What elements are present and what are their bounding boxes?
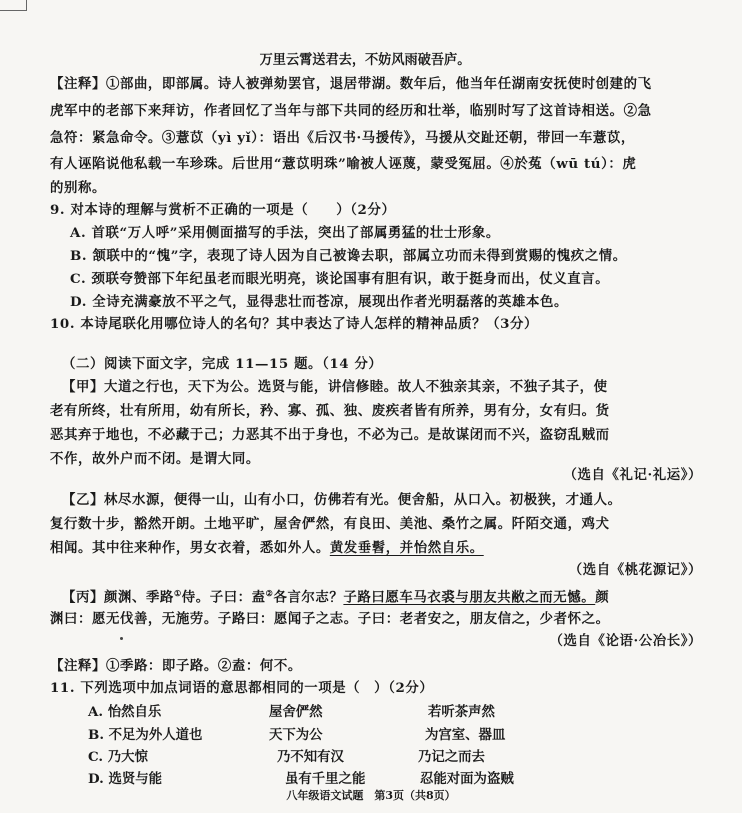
q11-b-col1: B. 不足为外人道也 xyxy=(88,727,203,743)
bing-line-1-d: 颜 xyxy=(595,589,610,606)
jia-line-2: 老有所终，壮有所用，幼有所长，矜、寡、孤、独、废疾者皆有所养，男有分，女有归。货 xyxy=(50,403,610,419)
bing-line-1-c: 各言尔志？ xyxy=(273,589,344,606)
yi-line-1: 【乙】林尽水源，便得一山，山有小口，仿佛若有光。便舍船，从口入。初极狭，才通人。 xyxy=(62,492,622,508)
q9-stem: 9. 对本诗的理解与赏析不正确的一项是（ ）（2分） xyxy=(50,202,396,218)
bing-line-1-b: 侍。子曰：盍 xyxy=(181,589,266,606)
q11-c-col2: 乃不知有汉 xyxy=(277,749,344,765)
bing-line-1-a: 【丙】颜渊、季路 xyxy=(62,589,174,606)
q11-a-col2: 屋舍俨然 xyxy=(269,704,323,720)
q10-stem: 10. 本诗尾联化用哪位诗人的名句？其中表达了诗人怎样的精神品质？（3分） xyxy=(50,316,538,332)
jia-source: （选自《礼记·礼运》） xyxy=(563,467,702,483)
bing-note-mark-2: ② xyxy=(265,588,274,598)
yi-source: （选自《桃花源记》） xyxy=(568,562,702,578)
note1-line-3: 急符：紧急命令。③薏苡（yì yǐ）：语出《后汉书·马援传》，马援从交趾还朝，带回一车薏苡， xyxy=(50,130,635,146)
poem-last-line: 万里云霄送君去，不妨风雨破吾庐。 xyxy=(259,52,471,68)
q11-d-col2: 虽有千里之能 xyxy=(285,771,366,787)
yi-line-3-text: 相闻。其中往来种作，男女衣着，悉如外人。 xyxy=(50,540,330,556)
jia-line-1: 【甲】大道之行也，天下为公。选贤与能，讲信修睦。故人不独亲其亲，不独子其子，使 xyxy=(62,379,608,395)
corner-mark xyxy=(0,0,27,11)
scan-speck xyxy=(120,637,123,640)
q11-d-col1: D. 选贤与能 xyxy=(88,771,163,787)
note1-line-2: 虎军中的老部下来拜访，作者回忆了当年与部下共同的经历和壮举，临别时写了这首诗相送。②急 xyxy=(50,103,652,119)
note1-line-4: 有人诬陷说他私载一车珍珠。后世用“薏苡明珠”喻被人诬蔑，蒙受冤屈。④於菟（wū tú）：虎 xyxy=(50,156,637,172)
q11-a-col3: 若听茶声然 xyxy=(428,704,495,720)
bing-underlined-sentence: 子路曰愿车马衣裘与朋友共敝之而无憾。 xyxy=(343,589,596,606)
note2: 【注释】①季路：即子路。②盍：何不。 xyxy=(50,658,302,674)
q9-option-c: C. 颈联夸赞部下年纪虽老而眼光明亮，谈论国事有胆有识，敢于挺身而出，仗义直言。 xyxy=(70,271,610,287)
q9-option-b: B. 颔联中的“愧”字，表现了诗人因为自己被谗去职，部属立功而未得到赏赐的愧疚之情。 xyxy=(70,248,627,264)
note1-line-1: 【注释】①部曲，即部属。诗人被弹劾罢官，退居带湖。数年后，他当年任湖南安抚使时创建的飞 xyxy=(50,76,652,92)
q11-c-col1: C. 乃大惊 xyxy=(88,749,148,765)
section2-heading: （二）阅读下面文字，完成 11—15 题。（14 分） xyxy=(62,356,383,372)
jia-line-4: 不作，故外户而不闭。是谓大同。 xyxy=(50,451,260,467)
jia-line-3: 恶其弃于地也，不必藏于己；力恶其不出于身也，不必为己。是故谋闭而不兴，盗窃乱贼而 xyxy=(50,427,610,443)
q11-c-col3: 乃记之而去 xyxy=(418,749,485,765)
page-footer: 八年级语文试题 第3页（共8页） xyxy=(286,789,456,802)
note1-line-5: 的别称。 xyxy=(50,180,106,196)
q9-option-d: D. 全诗充满豪放不平之气，显得悲壮而苍凉，展现出作者光明磊落的英雄本色。 xyxy=(70,294,568,310)
q9-option-a: A. 首联“万人呼”采用侧面描写的手法，突出了部属勇猛的壮士形象。 xyxy=(70,225,500,241)
bing-note-mark-1: ① xyxy=(173,588,182,598)
bing-source: （选自《论语·公冶长》） xyxy=(549,633,702,649)
yi-line-3 xyxy=(50,538,484,558)
q11-d-col3: 忍能对面为盗贼 xyxy=(420,771,514,787)
bing-line-1 xyxy=(62,583,609,607)
yi-line-2: 复行数十步，豁然开朗。土地平旷，屋舍俨然，有良田、美池、桑竹之属。阡陌交通，鸡犬 xyxy=(50,516,610,532)
q11-stem: 11. 下列选项中加点词语的意思都相同的一项是（ ）（2分） xyxy=(50,680,434,696)
q11-a-col1: A. 怡然自乐 xyxy=(88,704,162,720)
yi-underlined-sentence: 黄发垂髫，并怡然自乐。 xyxy=(329,540,484,556)
q11-b-col2: 天下为公 xyxy=(269,727,323,743)
bing-line-2: 渊曰：愿无伐善，无施劳。子路曰：愿闻子之志。子曰：老者安之，朋友信之，少者怀之。 xyxy=(50,611,610,627)
q11-b-col3: 为宫室、器皿 xyxy=(425,727,506,743)
